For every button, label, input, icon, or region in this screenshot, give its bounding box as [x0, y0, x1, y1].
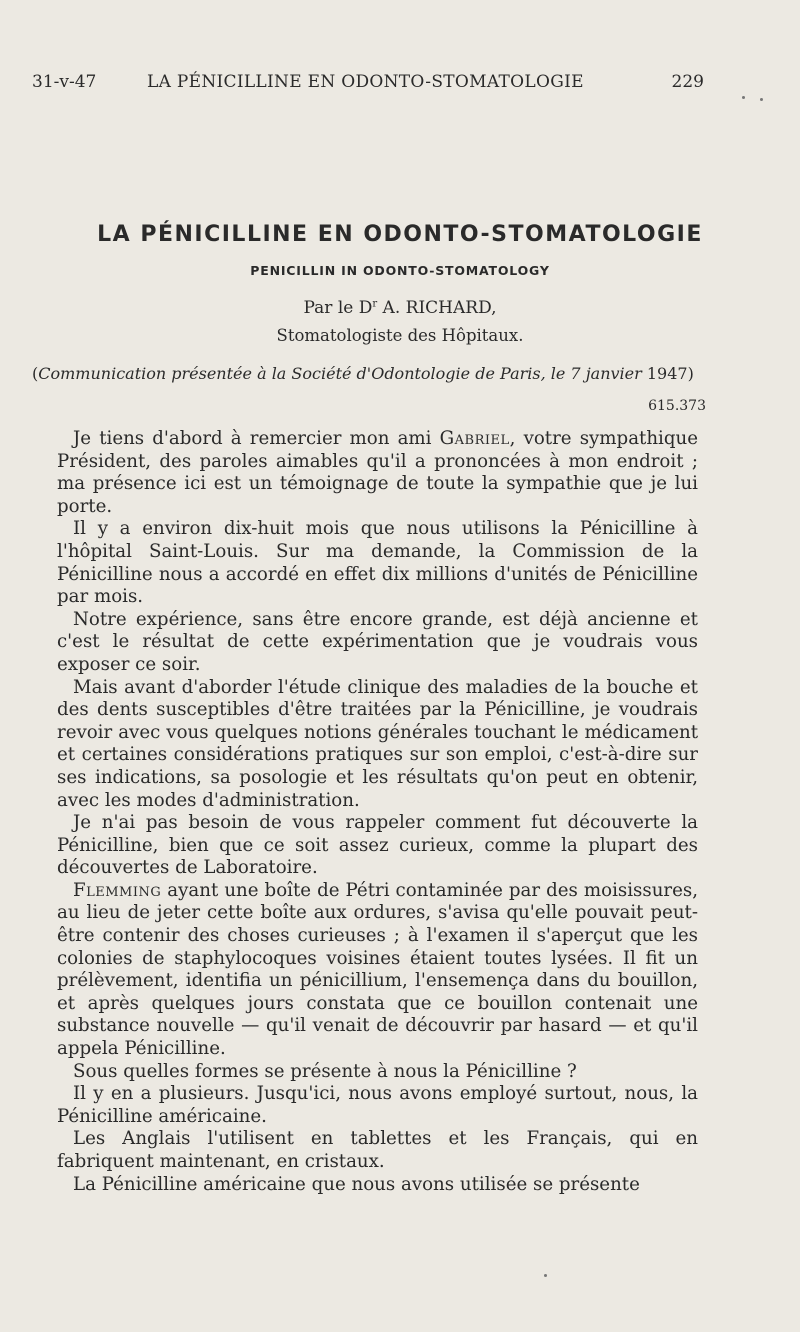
paragraph-text: ayant une boîte de Pétri contaminée par des moisissures, au lieu de jeter cette boîte aux ordures, s'avisa qu'elle pouvait peut-être contenir des choses curieuses ; à l'examen il s'aperçut que les colonies de staphylocoques voisines étaient toutes lysées. Il fit un prélèvement, identifia un pénicillium, l'ensemença dans du bouillon, et après quelques jours constata que ce bouillon contenait une substance nouvelle — qu'il venait de découvrir par hasard — et qu'il appela Pénicilline.: [57, 879, 698, 1060]
person-name: Gabriel: [439, 428, 510, 449]
paragraph: Il y a environ dix-huit mois que nous utilisons la Pénicilline à l'hôpital Saint-Louis. Sur ma demande, la Commission de la Pénicilline nous a accordé en effet dix millions d'unités de Pénicilline par mois.: [57, 518, 698, 608]
running-title: LA PÉNICILLINE EN ODONTO-STOMATOLOGIE: [147, 72, 584, 92]
author-role: Stomatologiste des Hôpitaux.: [276, 326, 524, 345]
article-subtitle: PENICILLIN IN ODONTO-STOMATOLOGY: [250, 263, 550, 278]
byline-sup: r: [372, 298, 378, 310]
paragraph: [57, 428, 698, 518]
author-name: A. RICHARD,: [377, 298, 497, 318]
communication-year: 1947): [641, 364, 694, 383]
article-title: LA PÉNICILLINE EN ODONTO-STOMATOLOGIE: [97, 222, 703, 247]
communication-open: (: [32, 364, 39, 383]
paper-speck: [760, 98, 763, 101]
paragraph: Je n'ai pas besoin de vous rappeler comment fut découverte la Pénicilline, bien que ce soit assez curieux, comme la plupart des découvertes de Laboratoire.: [57, 812, 698, 879]
paragraph: Notre expérience, sans être encore grande, est déjà ancienne et c'est le résultat de cette expérimentation que je voudrais vous exposer ce soir.: [57, 608, 698, 675]
date-code: 31-v-47: [32, 72, 97, 92]
article-body: [57, 428, 698, 1196]
paragraph: Mais avant d'aborder l'étude clinique des maladies de la bouche et des dents susceptibles d'être traitées par la Pénicilline, je voudrais revoir avec vous quelques notions générales touchant le médicament et certaines considérations pratiques sur son emploi, c'est-à-dire sur ses indications, sa posologie et les résultats qu'on peut en obtenir, avec les modes d'administration.: [57, 676, 698, 811]
person-name: Flemming: [73, 879, 162, 901]
communication-text: Communication présentée à la Société d'Odontologie de Paris, le 7 janvier: [38, 364, 642, 383]
paper-speck: [544, 1274, 547, 1277]
paragraph: Les Anglais l'utilisent en tablettes et les Français, qui en fabriquent maintenant, en cristaux.: [57, 1128, 698, 1172]
paragraph: Sous quelles formes se présente à nous la Pénicilline ?: [73, 1060, 577, 1082]
classification-number: 615.373: [648, 398, 706, 414]
paragraph-text: , votre sympathique Président, des paroles aimables qu'il a prononcées à mon endroit ; ma présence ici est un témoignage de toute la sympathie que je lui porte.: [57, 428, 698, 517]
author-byline: [0, 298, 800, 318]
paragraph-text: Je tiens d'abord à remercier mon ami: [73, 428, 440, 449]
running-header: [32, 72, 704, 96]
paragraph: [57, 880, 698, 1061]
paragraph: Il y en a plusieurs. Jusqu'ici, nous avons employé surtout, nous, la Pénicilline américaine.: [57, 1083, 698, 1127]
communication-note: [32, 364, 708, 383]
byline-prefix: Par le D: [303, 298, 373, 318]
page-number: 229: [671, 72, 704, 92]
paper-speck: [742, 96, 745, 99]
paragraph: La Pénicilline américaine que nous avons utilisée se présente: [73, 1173, 640, 1195]
